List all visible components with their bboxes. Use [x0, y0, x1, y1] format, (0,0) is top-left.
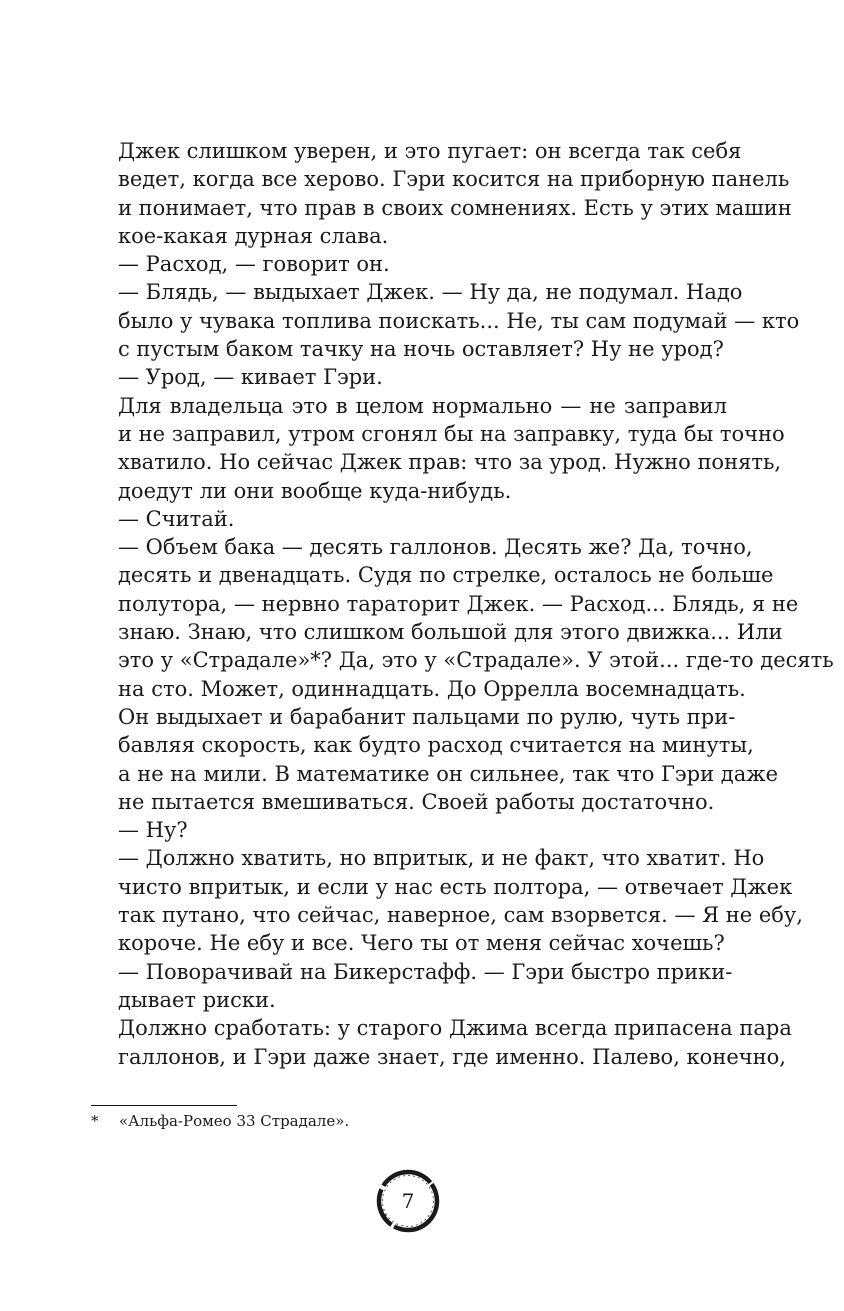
text-line: а не на мили. В математике он сильнее, так что Гэри даже	[118, 761, 778, 786]
text-line: было у чувака топлива поискать... Не, ты сам подумай — кто	[118, 308, 800, 333]
text-line: и понимает, что прав в своих сомнениях. Есть у этих машин	[118, 195, 792, 220]
text-line: — Расход, — говорит он.	[118, 252, 390, 277]
text-line: знаю. Знаю, что слишком большой для этого движка... Или	[118, 620, 783, 645]
text-line: хватило. Но сейчас Джек прав: что за урод. Нужно понять,	[118, 450, 782, 475]
body-text	[118, 137, 834, 1071]
text-line: это у «Страдале»*? Да, это у «Страдале». У этой... где-то десять	[118, 648, 834, 673]
text-line: полутора, — нервно тараторит Джек. — Расход... Блядь, я не	[118, 591, 799, 616]
text-line: ведет, когда все херово. Гэри косится на приборную панель	[118, 167, 790, 192]
text-line: короче. Не ебу и все. Чего ты от меня сейчас хочешь?	[118, 931, 725, 956]
text-line: Для владельца это в целом нормально — не заправил	[118, 393, 727, 418]
text-line: — Считай.	[118, 506, 235, 531]
footnote	[91, 1110, 349, 1132]
text-line: галлонов, и Гэри даже знает, где именно. Палево, конечно,	[118, 1044, 786, 1069]
text-line: — Блядь, — выдыхает Джек. — Ну да, не подумал. Надо	[118, 280, 743, 305]
text-line: на сто. Может, одиннадцать. До Оррелла восемнадцать.	[118, 676, 746, 701]
footnote-mark: *	[91, 1112, 99, 1130]
footnote-divider	[91, 1105, 237, 1106]
text-line: — Поворачивай на Бикерстафф. — Гэри быстро прики-	[118, 959, 733, 984]
text-line: Он выдыхает и барабанит пальцами по рулю, чуть при-	[118, 704, 736, 729]
text-line: и не заправил, утром сгонял бы на заправку, туда бы точно	[118, 421, 785, 446]
text-line: дывает риски.	[118, 987, 276, 1012]
text-line: Должно сработать: у старого Джима всегда припасена пара	[118, 1016, 792, 1041]
page-number-badge	[372, 1165, 444, 1237]
text-line: с пустым баком тачку на ночь оставляет? Ну не урод?	[118, 337, 724, 362]
text-line: не пытается вмешиваться. Своей работы достаточно.	[118, 789, 715, 814]
text-line: чисто впритык, и если у нас есть полтора, — отвечает Джек	[118, 874, 793, 899]
text-line: — Должно хватить, но впритык, и не факт, что хватит. Но	[118, 846, 765, 871]
text-line: — Объем бака — десять галлонов. Десять же? Да, точно,	[118, 535, 753, 560]
page-number: 7	[401, 1189, 415, 1213]
text-line: десять и двенадцать. Судя по стрелке, осталось не больше	[118, 563, 774, 588]
text-line: Джек слишком уверен, и это пугает: он всегда так себя	[118, 139, 742, 163]
text-line: кое-какая дурная слава.	[118, 223, 389, 248]
text-line: — Урод, — кивает Гэри.	[118, 365, 383, 390]
text-line: доедут ли они вообще куда-нибудь.	[118, 478, 512, 503]
footnote-text: «Альфа-Ромео 33 Страдале».	[119, 1112, 350, 1130]
text-line: так путано, что сейчас, наверное, сам взорвется. — Я не ебу,	[118, 903, 803, 928]
text-line: — Ну?	[118, 818, 188, 843]
text-line: бавляя скорость, как будто расход считается на минуты,	[118, 733, 754, 758]
